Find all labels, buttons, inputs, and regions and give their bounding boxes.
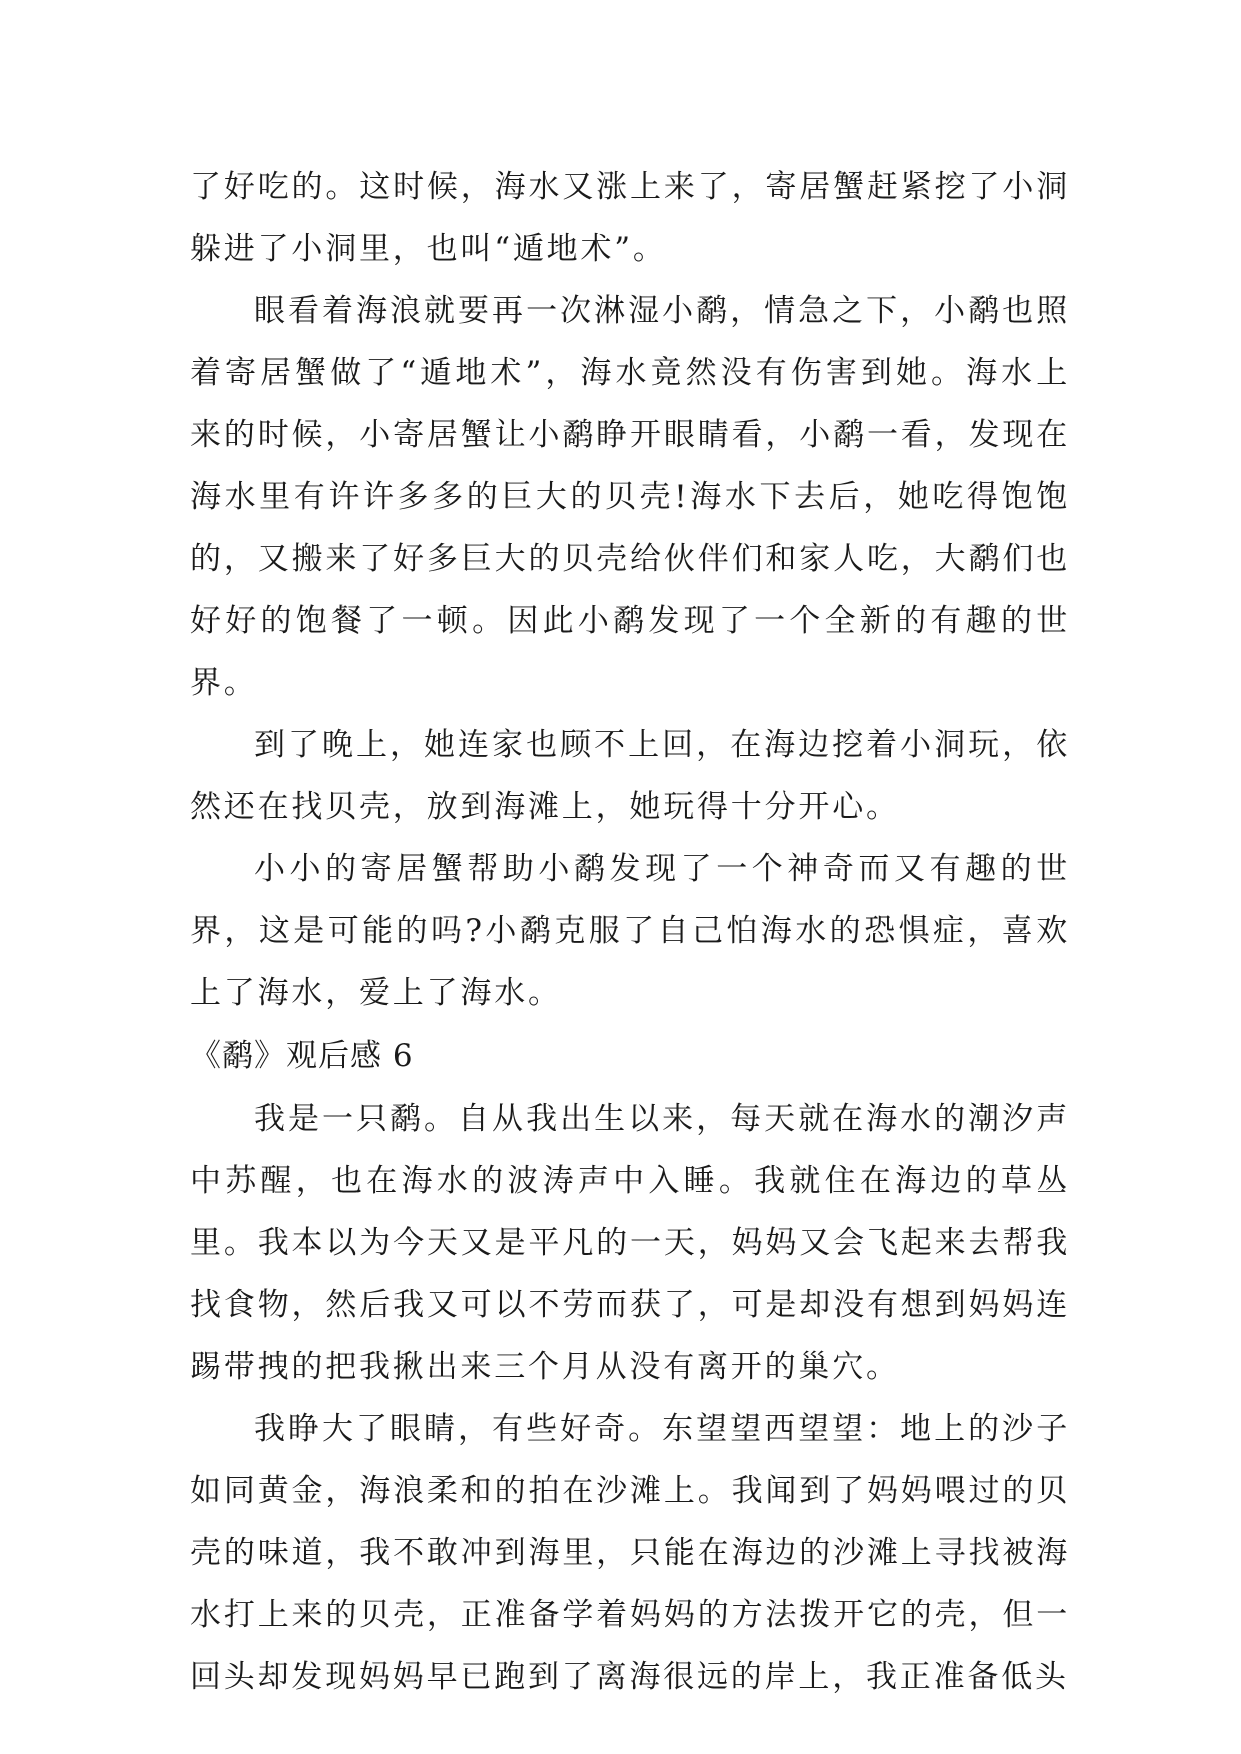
paragraph-2: 眼看着海浪就要再一次淋湿小鹬，情急之下，小鹬也照着寄居蟹做了“遁地术”，海水竟然没有伤害到她。海水上来的时候，小寄居蟹让小鹬睁开眼睛看，小鹬一看，发现在海水里有许许多多的巨大的贝壳!海水下去后，她吃得饱饱的，又搬来了好多巨大的贝壳给伙伴们和家人吃，大鹬们也好好的饱餐了一顿。因此小鹬发现了一个全新的有趣的世界。 (190, 293, 1070, 701)
document-body (190, 156, 1070, 1708)
paragraph-4: 小小的寄居蟹帮助小鹬发现了一个神奇而又有趣的世界，这是可能的吗?小鹬克服了自己怕海水的恐惧症，喜欢上了海水，爱上了海水。 (190, 851, 1070, 1011)
paragraph-1: 了好吃的。这时候，海水又涨上来了，寄居蟹赶紧挖了小洞躲进了小洞里，也叫“遁地术”。 (190, 169, 1070, 267)
paragraph-3: 到了晚上，她连家也顾不上回，在海边挖着小洞玩，依然还在找贝壳，放到海滩上，她玩得十分开心。 (190, 727, 1070, 825)
paragraph-6: 我睁大了眼睛，有些好奇。东望望西望望：地上的沙子如同黄金，海浪柔和的拍在沙滩上。我闻到了妈妈喂过的贝壳的味道，我不敢冲到海里，只能在海边的沙滩上寻找被海水打上来的贝壳，正准备学着妈妈的方法拨开它的壳，但一回头却发现妈妈早已跑到了离海很远的岸上，我正准备低头 (190, 1411, 1070, 1695)
paragraph-5: 我是一只鹬。自从我出生以来，每天就在海水的潮汐声中苏醒，也在海水的波涛声中入睡。我就住在海边的草丛里。我本以为今天又是平凡的一天，妈妈又会飞起来去帮我找食物，然后我又可以不劳而获了，可是却没有想到妈妈连踢带拽的把我揪出来三个月从没有离开的巢穴。 (190, 1101, 1070, 1385)
section-heading: 《鹬》观后感 6 (190, 1038, 414, 1074)
